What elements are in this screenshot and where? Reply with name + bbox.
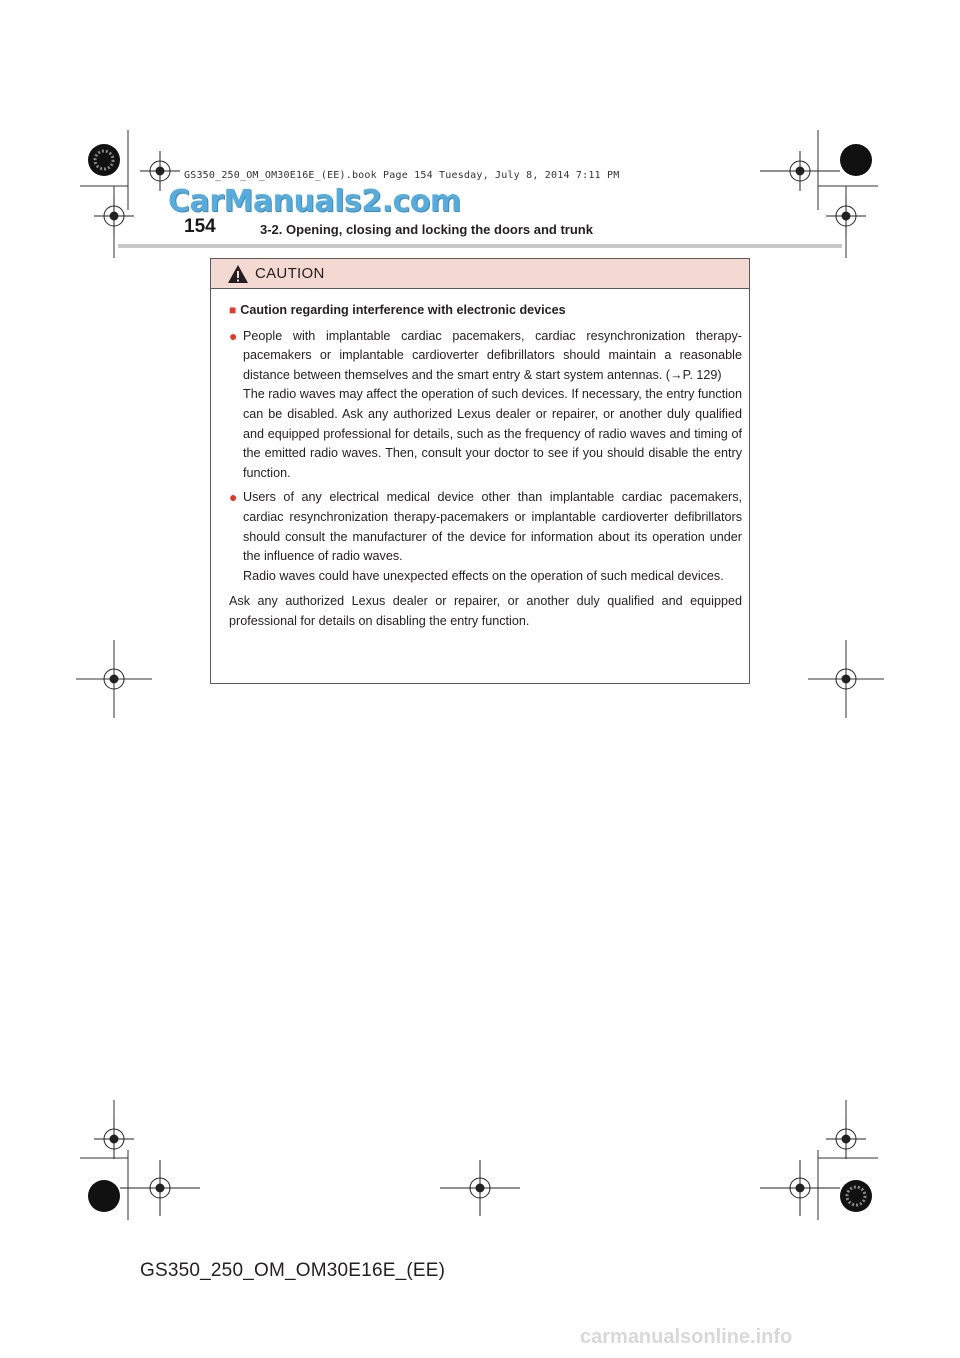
section-title: 3-2. Opening, closing and locking the doors and trunk [260,222,593,237]
page-number: 154 [184,216,216,237]
caution-heading-text: Caution regarding interference with electronic devices [240,303,566,317]
warning-triangle-icon [227,264,249,284]
header-rule [118,244,842,248]
circle-bullet-icon: ● [229,327,238,344]
caution-title: CAUTION [255,265,325,282]
caution-bullet [229,488,742,586]
bullet-paragraph: Users of any electrical medical device other than implantable cardiac pacemakers, cardiac resynchronization therapy-pacemakers or implantable cardioverter defibrillators should consult the manufacturer of the device for information about its operation under the influence of radio waves. [243,490,742,564]
caution-heading [229,301,742,321]
circle-bullet-icon: ● [229,489,238,506]
caution-header [211,259,749,289]
bullet-paragraph: People with implantable cardiac pacemakers, cardiac resynchronization therapy-pacemakers or implantable cardioverter defibrillators should maintain a reasonable distance between themselves and the smart entry & start system antennas. (→P. 129) [243,328,742,382]
caution-closing: Ask any authorized Lexus dealer or repairer, or another duly qualified and equipped professional for details on disabling the entry function. [229,594,742,628]
square-bullet-icon: ■ [229,303,237,317]
caution-body [211,289,749,632]
footer-document-code: GS350_250_OM_OM30E16E_(EE) [140,1260,446,1281]
bullet-paragraph: Radio waves could have unexpected effects on the operation of such medical devices. [243,568,724,583]
caution-box [210,258,750,684]
print-info-line: GS350_250_OM_OM30E16E_(EE).book Page 154 Tuesday, July 8, 2014 7:11 PM [184,170,620,181]
footer-credit: carmanualsonline.info [580,1326,793,1348]
watermark-logo: CarManuals2.com [168,184,461,219]
caution-bullet [229,327,742,484]
bullet-paragraph: The radio waves may affect the operation of such devices. If necessary, the entry function can be disabled. Ask any authorized Lexus dealer or repairer, or another duly qualified and equipped professional for details, such as the frequency of radio waves and timing of the emitted radio waves. Then, consult your doctor to see if you should disable the entry function. [243,387,742,480]
